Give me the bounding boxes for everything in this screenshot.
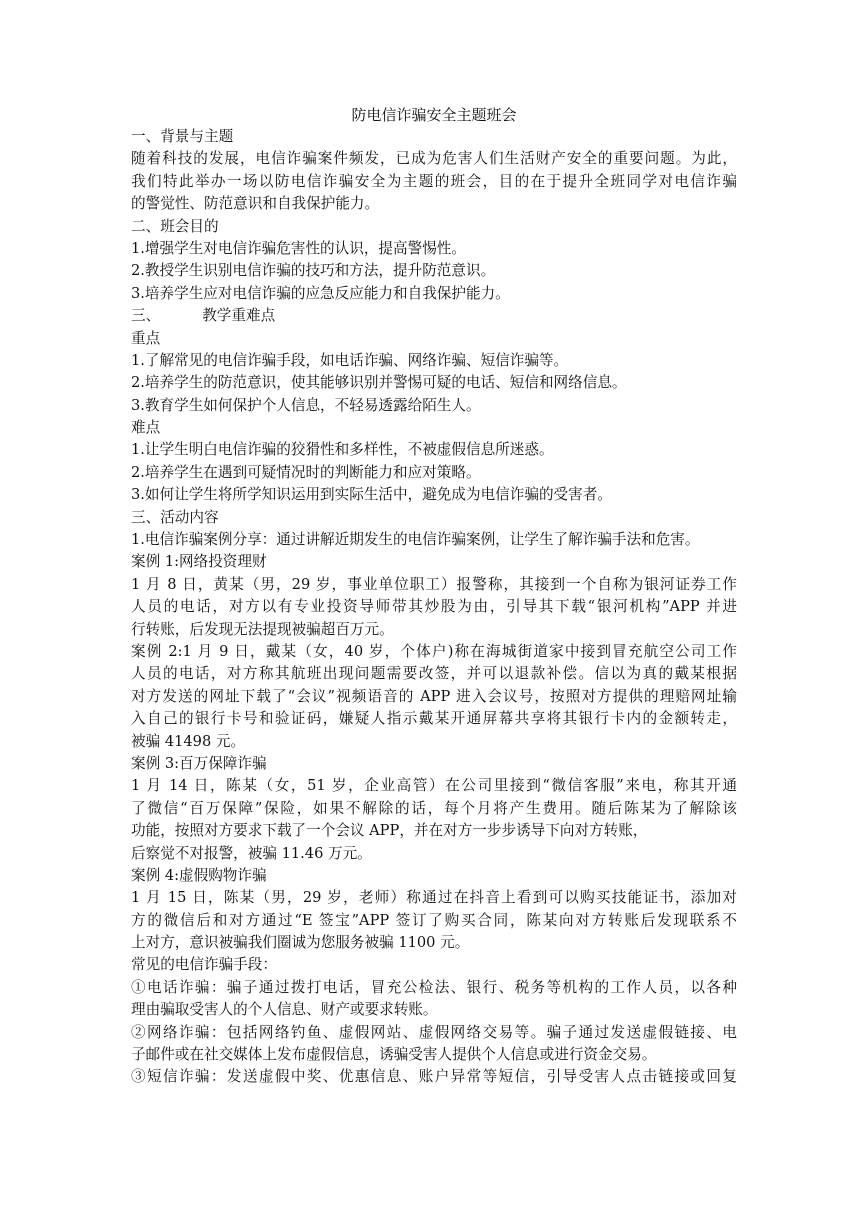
paragraph-line: ②网络诈骗：包括网络钓鱼、虚假网站、虚假网络交易等。骗子通过发送虚假链接、电 xyxy=(131,1023,737,1041)
list-item: 3.培养学生应对电信诈骗的应急反应能力和自我保护能力。 xyxy=(131,284,510,302)
paragraph-line: 对方发送的网址下载了“会议”视频语音的 APP 进入会议号，按照对方提供的理赔网址输 xyxy=(131,687,737,705)
methods-heading: 常见的电信诈骗手段： xyxy=(131,956,277,974)
paragraph-line: 入自己的银行卡号和验证码，嫌疑人指示戴某开通屏幕共享将其银行卡内的金额转走， xyxy=(131,710,737,728)
list-item: 2.培养学生在遇到可疑情况时的判断能力和应对策略。 xyxy=(131,463,481,481)
paragraph-line: 人员的电话，对方称其航班出现问题需要改签，并可以退款补偿。信以为真的戴某根据 xyxy=(131,665,737,683)
paragraph-line: 随着科技的发展，电信诈骗案件频发，已成为危害人们生活财产安全的重要问题。为此， xyxy=(131,150,737,168)
section-heading-activities: 三、活动内容 xyxy=(131,508,219,526)
paragraph-line: 被骗 41498 元。 xyxy=(131,732,246,750)
case-title: 案例 1:网络投资理财 xyxy=(131,553,267,571)
paragraph-line: 后察觉不对报警，被骗 11.46 万元。 xyxy=(131,844,372,862)
list-item: 1.让学生明白电信诈骗的狡猾性和多样性，不被虚假信息所迷惑。 xyxy=(131,441,554,459)
section-heading-goals: 二、班会目的 xyxy=(131,217,219,235)
paragraph-line: 功能，按照对方要求下载了一个会议 APP，并在对方一步步诱导下向对方转账， xyxy=(131,822,648,840)
paragraph-line: 行转账，后发现无法提现被骗超百万元。 xyxy=(131,620,394,638)
subheading-difficult: 难点 xyxy=(131,419,161,437)
case-title: 案例 3:百万保障诈骗 xyxy=(131,754,267,772)
paragraph-line: ③短信诈骗：发送虚假中奖、优惠信息、账户异常等短信，引导受害人点击链接或回复 xyxy=(131,1068,737,1086)
paragraph-line: 1 月 15 日，陈某（男，29 岁，老师）称通过在抖音上看到可以购买技能证书，添加对 xyxy=(131,889,737,907)
section-heading-text: 教学重难点 xyxy=(202,307,276,325)
paragraph-line: 的警觉性、防范意识和自我保护能力。 xyxy=(131,195,380,213)
paragraph-line: 案例 2:1 月 9 日，戴某（女，40 岁，个体户)称在海城街道家中接到冒充航空公司工作 xyxy=(131,642,737,660)
list-item: 1.了解常见的电信诈骗手段，如电话诈骗、网络诈骗、短信诈骗等。 xyxy=(131,351,569,369)
paragraph-line: 1 月 8 日，黄某（男，29 岁，事业单位职工）报警称，其接到一个自称为银河证券工作 xyxy=(131,575,737,593)
document-title: 防电信诈骗安全主题班会 xyxy=(351,106,517,124)
paragraph-line: 人员的电话，对方以有专业投资导师带其炒股为由，引导其下载“银河机构”APP 并进 xyxy=(131,598,737,616)
paragraph-line: 上对方，意识被骗我们圈诚为您服务被骗 1100 元。 xyxy=(131,934,470,952)
list-item: 3.教育学生如何保护个人信息，不轻易透露给陌生人。 xyxy=(131,396,481,414)
subheading-key: 重点 xyxy=(131,329,161,347)
section-number: 三、 xyxy=(131,307,161,325)
paragraph-line: 子邮件或在社交媒体上发布虚假信息，诱骗受害人提供个人信息或进行资金交易。 xyxy=(131,1046,657,1064)
paragraph-line: 了微信“百万保障”保险，如果不解除的话，每个月将产生费用。随后陈某为了解除该 xyxy=(131,799,737,817)
paragraph-line: 1.电信诈骗案例分享：通过讲解近期发生的电信诈骗案例，让学生了解诈骗手法和危害。 xyxy=(131,531,700,549)
list-item: 2.教授学生识别电信诈骗的技巧和方法，提升防范意识。 xyxy=(131,262,496,280)
paragraph-line: 理由骗取受害人的个人信息、财产或要求转账。 xyxy=(131,1001,438,1019)
list-item: 1.增强学生对电信诈骗危害性的认识，提高警惕性。 xyxy=(131,239,466,257)
paragraph-line: ①电话诈骗：骗子通过拨打电话，冒充公检法、银行、税务等机构的工作人员，以各种 xyxy=(131,978,737,996)
list-item: 3.如何让学生将所学知识运用到实际生活中，避免成为电信诈骗的受害者。 xyxy=(131,486,612,504)
paragraph-line: 1 月 14 日，陈某（女，51 岁，企业高管）在公司里接到“微信客服”来电，称其开通 xyxy=(131,777,737,795)
paragraph-line: 方的微信后和对方通过“E 签宝”APP 签订了购买合同，陈某向对方转账后发现联系不 xyxy=(131,911,737,929)
document-page xyxy=(131,104,737,1089)
section-heading-key-points xyxy=(131,305,737,327)
section-heading-background: 一、背景与主题 xyxy=(131,128,234,145)
list-item: 2.培养学生的防范意识，使其能够识别并警惕可疑的电话、短信和网络信息。 xyxy=(131,374,627,392)
paragraph-line: 我们特此举办一场以防电信诈骗安全为主题的班会，目的在于提升全班同学对电信诈骗 xyxy=(131,172,737,190)
case-title: 案例 4:虚假购物诈骗 xyxy=(131,866,267,884)
